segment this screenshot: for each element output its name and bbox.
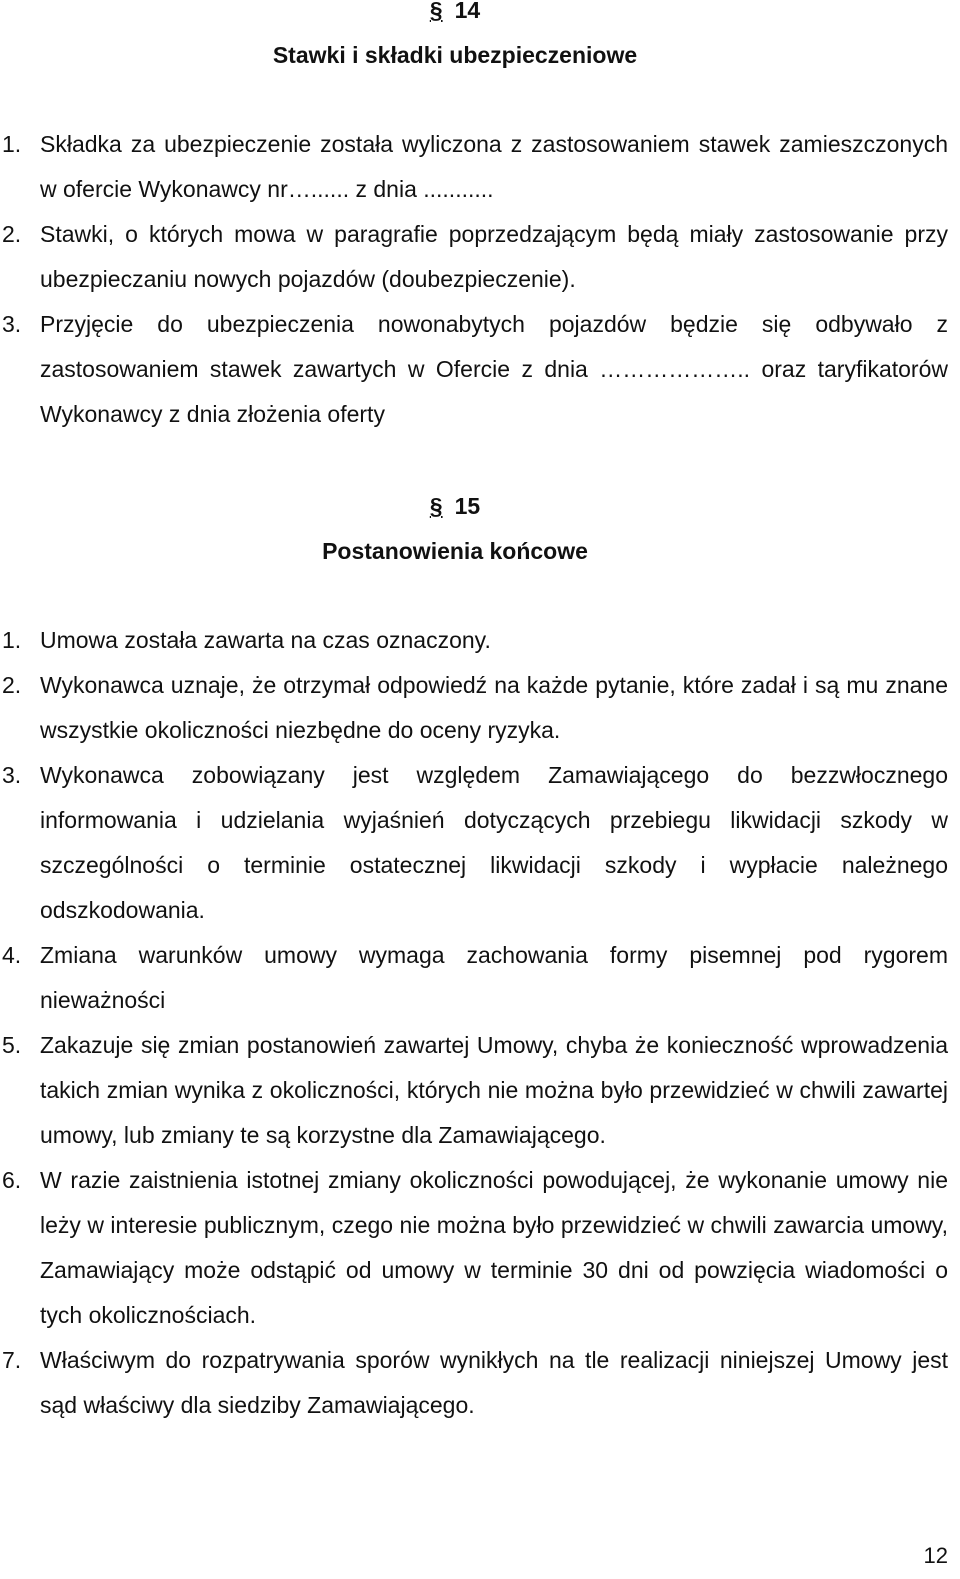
section-sign: § — [429, 0, 443, 23]
section-sign: § — [429, 493, 443, 519]
section-14-title: Stawki i składki ubezpieczeniowe — [272, 42, 638, 68]
list-item — [0, 618, 948, 663]
item-number: 2. — [2, 221, 22, 247]
item-text: Wykonawca uznaje, że otrzymał odpowiedź na każde pytanie, które zadał i są mu znane wszystkie okoliczności niezbędne do oceny ryzyka. — [40, 672, 948, 743]
list-item — [0, 1158, 948, 1338]
item-text: Składka za ubezpieczenie została wyliczona z zastosowaniem stawek zamieszczonych w ofercie Wykonawcy nr…...... z dnia ........... — [40, 131, 948, 202]
item-number: 4. — [2, 942, 22, 968]
section-15-heading — [0, 491, 910, 521]
item-number: 1. — [2, 131, 22, 157]
list-item — [0, 302, 948, 437]
section-15-title: Postanowienia końcowe — [322, 538, 588, 564]
section-number: 14 — [454, 0, 481, 23]
list-item — [0, 212, 948, 302]
item-number: 1. — [2, 627, 22, 653]
list-item — [0, 1338, 948, 1428]
section-number: 15 — [454, 493, 481, 519]
item-text: Przyjęcie do ubezpieczenia nowonabytych pojazdów będzie się odbywało z zastosowaniem stawek zawartych w Ofercie z dnia ……………….. oraz taryfikatorów Wykonawcy z dnia złożenia oferty — [40, 311, 948, 427]
item-text: Wykonawca zobowiązany jest względem Zamawiającego do bezzwłocznego informowania i udzielania wyjaśnień dotyczących przebiegu likwidacji szkody w szczególności o terminie ostatecznej likwidacji szkody i wypłacie należnego odszkodowania. — [40, 762, 948, 923]
item-text: Stawki, o których mowa w paragrafie poprzedzającym będą miały zastosowanie przy ubezpieczaniu nowych pojazdów (doubezpieczenie). — [40, 221, 948, 292]
item-number: 6. — [2, 1167, 22, 1193]
list-item — [0, 1023, 948, 1158]
list-item — [0, 933, 948, 1023]
section-14-list — [0, 122, 960, 437]
item-text: W razie zaistnienia istotnej zmiany okoliczności powodującej, że wykonanie umowy nie leży w interesie publicznym, czego nie można było przewidzieć w chwili zawarcia umowy, Zamawiający może odstąpić od umowy w terminie 30 dni od powzięcia wiadomości o tych okolicznościach. — [40, 1167, 948, 1328]
item-text: Zmiana warunków umowy wymaga zachowania formy pisemnej pod rygorem nieważności — [40, 942, 948, 1013]
item-text: Zakazuje się zmian postanowień zawartej Umowy, chyba że konieczność wprowadzenia takich zmian wynika z okoliczności, których nie można było przewidzieć w chwili zawartej umowy, lub zmiany te są korzystne dla Zamawiającego. — [40, 1032, 948, 1148]
item-text: Umowa została zawarta na czas oznaczony. — [40, 627, 491, 653]
section-15-list — [0, 618, 960, 1428]
page-number: 12 — [923, 1543, 948, 1568]
item-number: 5. — [2, 1032, 22, 1058]
item-number: 2. — [2, 672, 22, 698]
list-item — [0, 663, 948, 753]
item-number: 7. — [2, 1347, 22, 1373]
item-number: 3. — [2, 762, 22, 788]
item-number: 3. — [2, 311, 22, 337]
list-item — [0, 753, 948, 933]
section-14-heading — [0, 0, 910, 25]
item-text: Właściwym do rozpatrywania sporów wynikłych na tle realizacji niniejszej Umowy jest sąd właściwy dla siedziby Zamawiającego. — [40, 1347, 948, 1418]
list-item — [0, 122, 948, 212]
